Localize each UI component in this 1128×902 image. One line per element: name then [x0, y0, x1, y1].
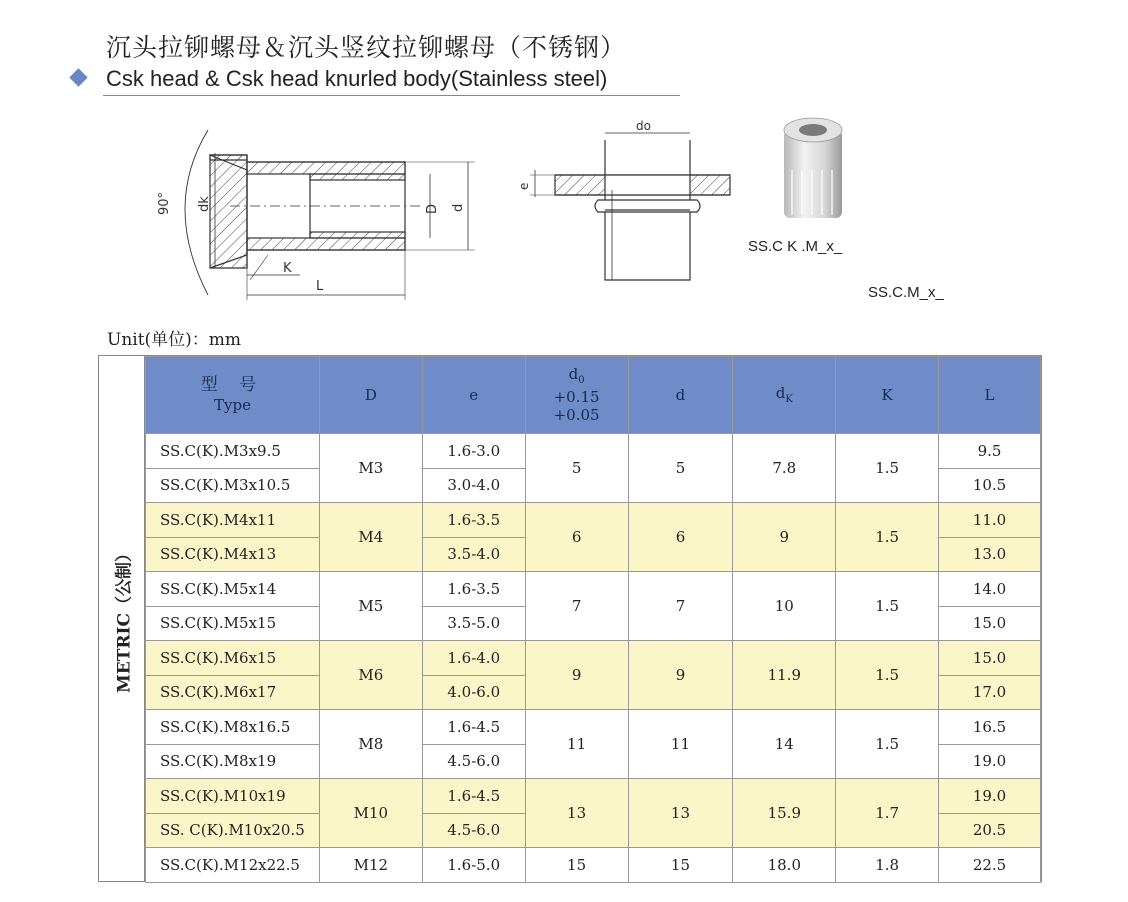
d-label: d [451, 203, 466, 212]
header-K: K [836, 357, 939, 434]
bullet-diamond-icon [69, 68, 87, 86]
table-header-row [146, 357, 1041, 434]
csk-nut-section-drawing [185, 130, 475, 300]
metric-side-text: METRIC（公制） [114, 544, 134, 693]
table-row: SS.C(K).M10x19 M10 1.6-4.5 13 13 15.9 1.7 19.0 [146, 779, 1041, 814]
table-row: SS.C(K).M5x15 3.5-5.0 15.0 [146, 606, 1041, 641]
installed-nut-drawing [530, 133, 730, 280]
table-row: SS.C(K).M5x14 M5 1.6-3.5 7 7 10 1.5 14.0 [146, 572, 1041, 607]
L-label: L [316, 279, 324, 294]
product-plain-label: SS.C.M_x_ [868, 284, 944, 301]
table-row: SS.C(K).M8x19 4.5-6.0 19.0 [146, 744, 1041, 779]
table-row: SS.C(K).M4x13 3.5-4.0 13.0 [146, 537, 1041, 572]
table-row: SS. C(K).M10x20.5 4.5-6.0 20.5 [146, 813, 1041, 848]
metric-side-label [99, 356, 145, 881]
table-row: SS.C(K).M3x9.5 M3 1.6-3.0 5 5 7.8 1.5 9.5 [146, 434, 1041, 469]
header-dk: $d_K$ [733, 357, 836, 434]
D-label: D [425, 203, 440, 214]
table-row: SS.C(K).M3x10.5 3.0-4.0 10.5 [146, 468, 1041, 503]
dk-label: dk [197, 196, 212, 212]
do-label: do [636, 119, 651, 133]
header-e: e [422, 357, 525, 434]
K-label: K [283, 261, 292, 276]
spec-table [145, 356, 1041, 883]
header-L: L [939, 357, 1041, 434]
product-photo-knurled [784, 118, 842, 218]
header-d0: $d_0$ +0.15 +0.05 [525, 357, 628, 434]
table-row: SS.C(K).M6x17 4.0-6.0 17.0 [146, 675, 1041, 710]
page-title-en: Csk head & Csk head knurled body(Stainless steel) [106, 66, 608, 91]
technical-drawings [150, 100, 1000, 315]
page-title-cn: 沉头拉铆螺母＆沉头竖纹拉铆螺母（不锈钢） [106, 33, 627, 62]
angle-label: 90° [157, 191, 172, 215]
table-row: SS.C(K).M8x16.5 M8 1.6-4.5 11 11 14 1.5 16.5 [146, 710, 1041, 745]
spec-table-container [98, 355, 1042, 882]
table-row: SS.C(K).M12x22.5 M12 1.6-5.0 15 15 18.0 1.8 22.5 [146, 848, 1041, 883]
header-type: 型 号 Type [146, 357, 320, 434]
header-D: D [319, 357, 422, 434]
title-underline [103, 95, 680, 96]
table-row: SS.C(K).M4x11 M4 1.6-3.5 6 6 9 1.5 11.0 [146, 503, 1041, 538]
product-knurled-label: SS.C K .M_x_ [748, 238, 843, 255]
e-label: e [517, 182, 531, 190]
unit-label: Unit(单位)：mm [107, 330, 242, 350]
header-d: d [628, 357, 733, 434]
table-row: SS.C(K).M6x15 M6 1.6-4.0 9 9 11.9 1.5 15.0 [146, 641, 1041, 676]
